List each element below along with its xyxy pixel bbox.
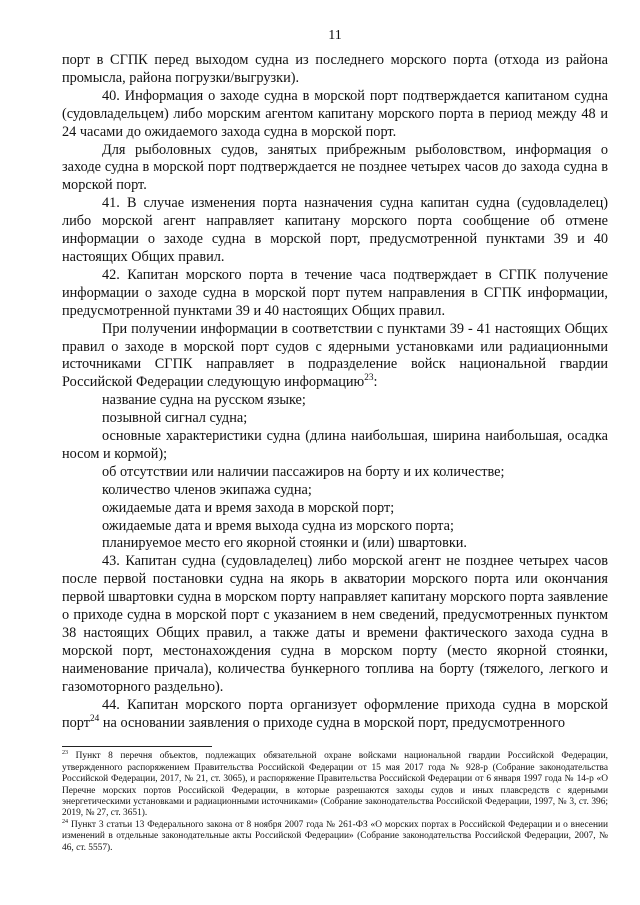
paragraph-42: 42. Капитан морского порта в течение часа подтверждает в СГПК получение информации о заходе судна в морской порт путем направления в СГПК информации, предусмотренной пунктами 39 и 40 настоящих Общих правил. [62,266,608,319]
paragraph-44: 44. Капитан морского порта организует оформление прихода судна в морской порт$^{24}$ на основании заявления о приходе судна в морской порт, предусмотренного [62,696,608,731]
footnote: $^{24}$ Пункт 3 статьи 13 Федерального закона от 8 ноября 2007 года № 261-ФЗ «О морских портах в Российской Федерации и о внесении изменений в отдельные законодательные акты Российской Федерации» (Собрание законодательства Российской Федерации, 2007, № 46, ст. 5557). [62,818,608,853]
list-item: ожидаемые дата и время выхода судна из морского порта; [102,517,454,534]
list-item: об отсутствии или наличии пассажиров на борту и их количестве; [102,463,505,480]
list-item: основные характеристики судна (длина наибольшая, ширина наибольшая, осадка носом и кормой); [62,428,608,462]
footnote-ref[interactable]: 24 [90,713,100,724]
list-item: планируемое место его якорной стоянки и (или) швартовки. [102,535,468,552]
footnote-mark: 24 [62,818,69,825]
footnote-ref[interactable]: 23 [364,373,374,384]
list-item: количество членов экипажа судна; [102,481,312,498]
footnote-divider [62,746,212,747]
footnote: $^{23}$ Пункт 8 перечня объектов, подлежащих обязательной охране войсками национальной гвардии Российской Федерации, утвержденного распоряжением Правительства Российской Федерации от 15 мая 2017 года № 928-р (Собрание законодательства Российской Федерации, 2017, № 21, ст. 3065), и распоряжение Правительства Российской Федерации от 6 января 1997 года № 14-р «О Перечне морских портов Российской Федерации, в которые разрешаются заходы судов и иных плавсредств с ядерными энергетическими установками и радиационными источниками» (Собрание законодательства Российской Федерации, 1997, № 3, ст. 396; 2019, № 27, ст. 3651). [62,750,608,819]
paragraph: Для рыболовных судов, занятых прибрежным рыболовством, информация о заходе судна в морской порт подтверждается не позднее четырех часов до захода судна в морской порт. [62,141,608,194]
list-item: название судна на русском языке; [102,392,306,409]
paragraph-41: 41. В случае изменения порта назначения судна капитан судна (судовладелец) либо морской агент направляет капитану морского порта сообщение об отмене информации о заходе судна в морской порт, предусмотренной пунктами 39 и 40 настоящих Общих правил. [62,195,608,265]
footnote-mark: 23 [62,750,69,757]
body-text [62,52,608,732]
paragraph: При получении информации в соответствии с пунктами 39 - 41 настоящих Общих правил о заходе в морской порт судов с ядерными установками или радиационными источниками СГПК направляет в подразделение войск национальной гвардии Российской Федерации следующую информацию$^{23}$: [62,320,608,391]
list-item: ожидаемые дата и время захода в морской порт; [102,499,395,516]
footnotes [62,751,608,854]
paragraph: порт в СГПК перед выходом судна из последнего морского порта (отхода из района промысла, района погрузки/выгрузки). [62,52,608,86]
list-item: позывной сигнал судна; [102,410,248,427]
page-number: 11 [328,28,342,43]
paragraph-40: 40. Информация о заходе судна в морской порт подтверждается капитаном судна (судовладельцем) либо морским агентом капитану морского порта в период между 48 и 24 часами до ожидаемого захода судна в морской порт. [62,87,608,140]
paragraph-43: 43. Капитан судна (судовладелец) либо морской агент не позднее четырех часов после первой постановки судна на якорь в акватории морского порта или окончания первой швартовки судна в морском порту направляет капитану морского порта заявление о приходе судна в морской порт с указанием в нем сведений, предусмотренных пунктом 38 настоящих Общих правил, а также даты и времени фактического захода судна в морской порт, местонахождения судна в морском порту (место якорной стоянки, наименование причала), количества бункерного топлива на борту (тяжелого, легкого и газомоторного раздельно). [62,553,608,695]
